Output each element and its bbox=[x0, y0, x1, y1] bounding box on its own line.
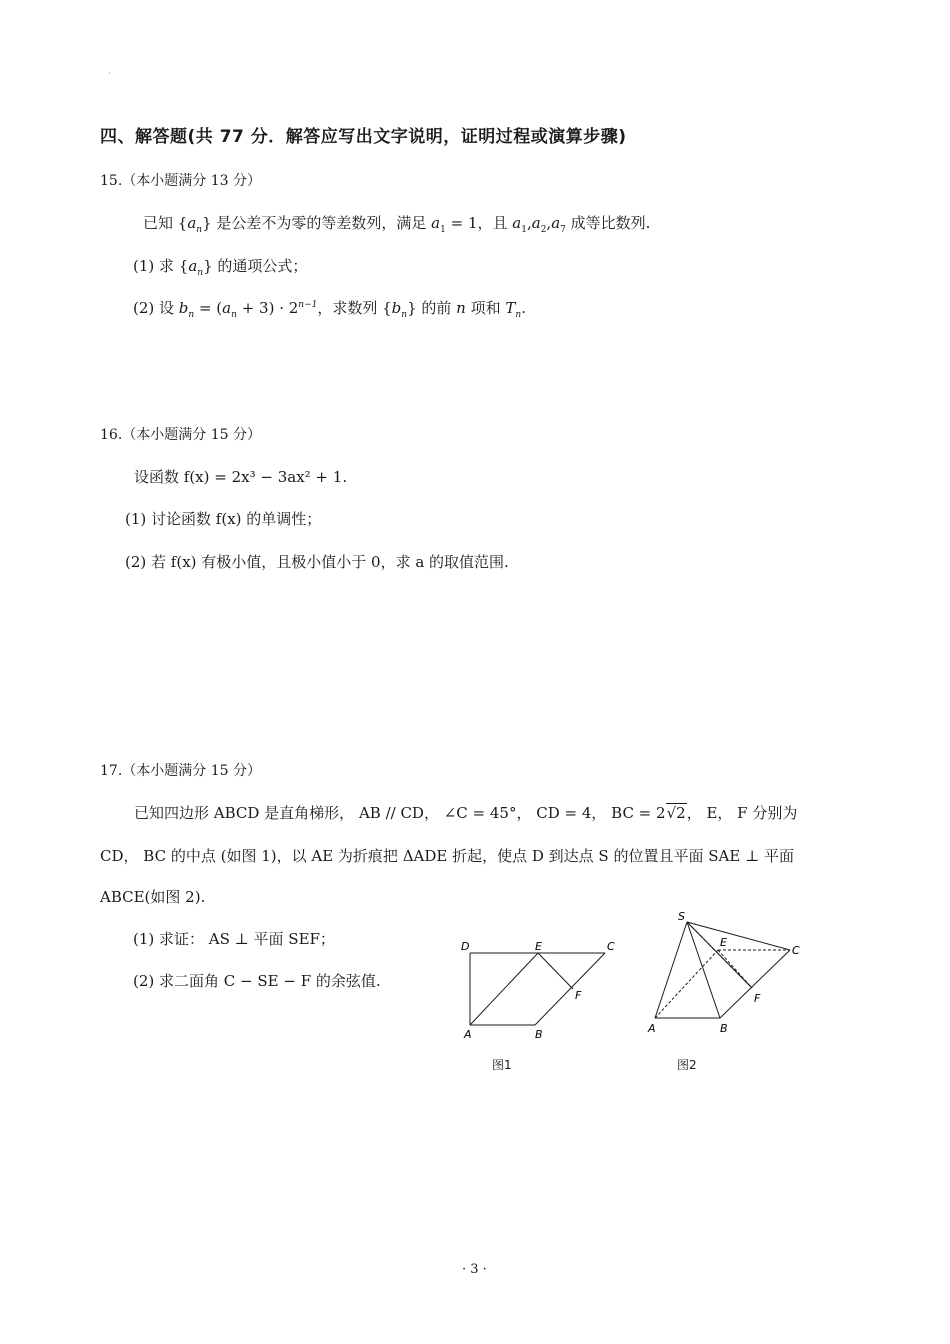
q17-line3: ABCE(如图 2). bbox=[100, 888, 206, 906]
label-B: B bbox=[535, 1028, 543, 1041]
q17-header: 17.（本小题满分 15 分） bbox=[100, 763, 261, 779]
edge-SA bbox=[655, 922, 687, 1018]
label-E: E bbox=[535, 940, 542, 953]
figure-1-caption: 图1 bbox=[492, 1058, 512, 1072]
q15-part2: (2) 设 $b_n = (a_n + 3) \cdot 2^{n-1}$，求数列 $\{b_n\}$ 的前 n 项和 $T_n$. bbox=[133, 299, 526, 320]
label-A: A bbox=[464, 1028, 472, 1041]
q16-part2: (2) 若 f(x) 有极小值，且极小值小于 0，求 a 的取值范围. bbox=[125, 553, 509, 571]
q17-line2: CD， BC 的中点 (如图 1)，以 AE 为折痕把 ΔADE 折起，使点 D 到达点 S 的位置且平面 SAE ⊥ 平面 bbox=[100, 847, 794, 865]
edge-EF bbox=[538, 953, 573, 989]
edge-BC bbox=[535, 953, 605, 1025]
edge-BC bbox=[720, 950, 790, 1018]
q17-line1: 已知四边形 ABCD 是直角梯形， AB // CD， ∠C = 45°， CD = 4， BC = 2√2， E， F 分别为 bbox=[134, 804, 798, 822]
page-mark: ` bbox=[108, 72, 112, 81]
q15-intro: 已知 $\{a_n\}$ 是公差不为零的等差数列，满足 $a_1 = 1$，且 $a_1,a_2,a_7$ 成等比数列. bbox=[143, 214, 651, 235]
q17-part2: (2) 求二面角 C − SE − F 的余弦值. bbox=[133, 972, 381, 990]
label-S: S bbox=[678, 910, 685, 923]
label-F: F bbox=[575, 989, 582, 1002]
q15-part1: (1) 求 $\{a_n\}$ 的通项公式； bbox=[133, 257, 308, 278]
figure-2-caption: 图2 bbox=[677, 1058, 697, 1072]
label-D: D bbox=[461, 940, 470, 953]
edge-SB bbox=[687, 922, 720, 1018]
edge-AE bbox=[470, 953, 538, 1025]
section-title: 四、解答题(共 77 分．解答应写出文字说明，证明过程或演算步骤) bbox=[100, 127, 627, 147]
page-number: · 3 · bbox=[462, 1262, 487, 1277]
q16-part1: (1) 讨论函数 f(x) 的单调性； bbox=[125, 510, 322, 528]
label-F: F bbox=[754, 992, 761, 1005]
figure-1-diagram bbox=[455, 935, 625, 1045]
label-A: A bbox=[648, 1022, 656, 1035]
q15-header: 15.（本小题满分 13 分） bbox=[100, 173, 261, 189]
q17-part1: (1) 求证： AS ⊥ 平面 SEF； bbox=[133, 930, 335, 948]
label-C: C bbox=[607, 940, 615, 953]
q16-intro: 设函数 f(x) = 2x³ − 3ax² + 1. bbox=[134, 468, 348, 486]
label-C: C bbox=[792, 944, 800, 957]
label-E: E bbox=[720, 936, 727, 949]
figure-2-diagram bbox=[640, 908, 815, 1038]
q16-header: 16.（本小题满分 15 分） bbox=[100, 427, 261, 443]
label-B: B bbox=[720, 1022, 728, 1035]
edge-SC bbox=[687, 922, 790, 950]
